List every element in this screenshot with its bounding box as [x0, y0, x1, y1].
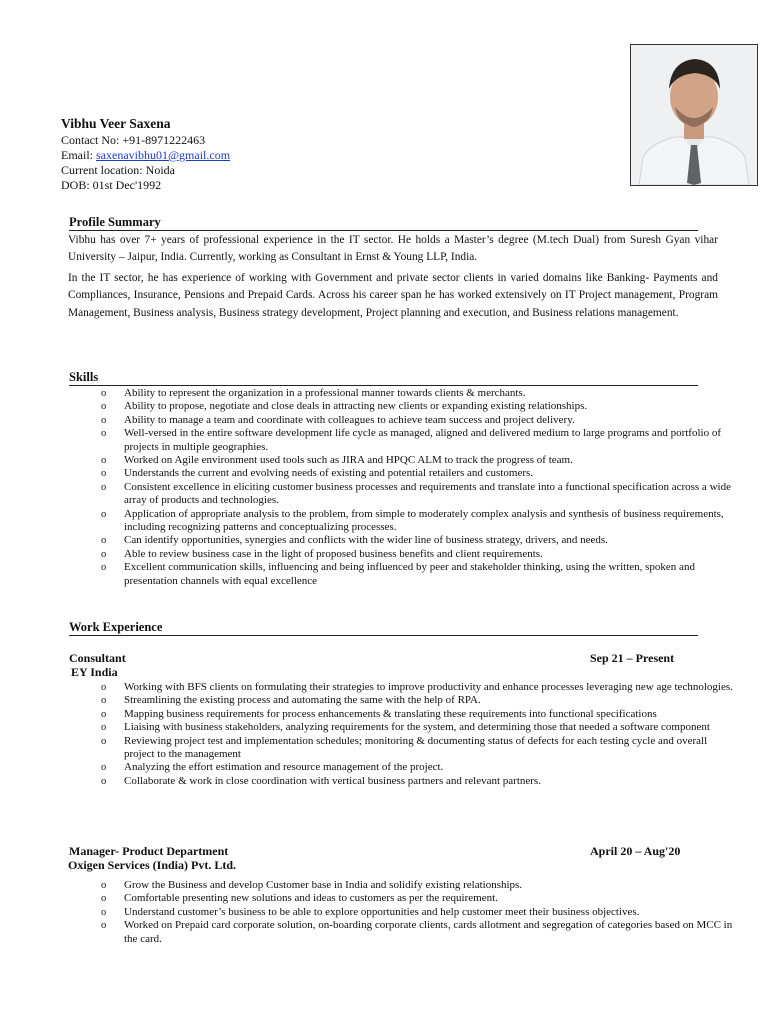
list-item: o Working with BFS clients on formulating their strategies to improve productivity and enhance processes leveraging new age technologies.	[101, 681, 733, 693]
list-item: o Well-versed in the entire software development life cycle as managed, aligned and delivered medium to large programs and portfolio of projects in multiple geographies.	[101, 427, 721, 453]
list-item: o Excellent communication skills, influencing and being influenced by peer and stakeholder thinking, using the written, spoken and presentation channels with equal excellence	[101, 561, 695, 587]
profile-paragraph-2: In the IT sector, he has experience of working with Government and private sector clients in varied domains like Banking- Payments and Compliances, Insurance, Pensions and Prepaid Cards. Across his career span he has worked extensively on IT Project management, Program Management, Business analysis, Business strategy development, Project planning and execution, and Business relations management.	[68, 272, 718, 319]
list-item: o Ability to manage a team and coordinate with colleagues to achieve team success and project delivery.	[101, 413, 575, 426]
list-item: o Streamlining the existing process and automating the same with the help of RPA.	[101, 694, 481, 707]
contact-line	[61, 133, 205, 148]
portrait-image	[631, 45, 757, 185]
bullet-icon: o	[101, 548, 107, 560]
bullet-icon: o	[101, 893, 107, 905]
email-label: Email:	[61, 148, 96, 162]
job-dates: Sep 21 – Present	[590, 651, 675, 665]
list-item: o Collaborate & work in close coordination with vertical business partners and relevant partners.	[101, 774, 541, 787]
list-item: o Worked on Prepaid card corporate solution, on-boarding corporate clients, cards allotment and segregation of categories based on MCC in the card.	[101, 919, 733, 945]
candidate-name: Vibhu Veer Saxena	[61, 116, 171, 131]
job-company: EY India	[71, 665, 118, 679]
bullet-icon: o	[101, 880, 107, 891]
email-line	[61, 148, 230, 163]
bullet-icon: o	[101, 401, 107, 413]
list-item: o Able to review business case in the light of proposed business benefits and client requirements.	[101, 547, 543, 560]
bullet-icon: o	[101, 920, 107, 932]
profile-photo	[630, 44, 758, 186]
dob-line: DOB: 01st Dec'1992	[61, 178, 162, 192]
list-item: o Understands the current and evolving needs of existing and potential retailers and customers.	[101, 467, 534, 480]
list-item: o Grow the Business and develop Customer base in India and solidify existing relationships.	[101, 879, 523, 891]
list-item: o Ability to represent the organization in a professional manner towards clients & merchants.	[101, 387, 526, 399]
contact-number: +91-8971222463	[122, 133, 206, 147]
bullet-icon: o	[101, 428, 107, 440]
contact-label: Contact No:	[61, 133, 123, 147]
bullet-icon: o	[101, 468, 107, 480]
profile-summary-heading: Profile Summary	[69, 215, 698, 231]
bullet-icon: o	[101, 735, 107, 747]
bullet-icon: o	[101, 906, 107, 918]
bullet-icon: o	[101, 762, 107, 774]
bullet-icon: o	[101, 682, 107, 693]
job-responsibilities	[68, 879, 738, 946]
job-responsibilities	[68, 681, 738, 788]
bullet-icon: o	[101, 508, 107, 520]
list-item: o Understand customer’s business to be able to explore opportunities and help customer meet their business objectives.	[101, 905, 640, 918]
bullet-icon: o	[101, 388, 107, 399]
job-role: Consultant	[69, 651, 126, 665]
list-item: o Worked on Agile environment used tools such as JIRA and HPQC ALM to track the progress of team.	[101, 454, 573, 467]
location-line	[61, 163, 175, 178]
bullet-icon: o	[101, 562, 107, 574]
list-item: o Consistent excellence in eliciting customer business processes and requirements and translate into a functional specification across a wide array of products and technologies.	[101, 480, 731, 507]
location-label: Current location:	[61, 163, 146, 177]
job-dates: April 20 – Aug'20	[590, 844, 681, 858]
list-item: o Liaising with business stakeholders, analyzing requirements for the system, and determining those that needed a software component	[101, 721, 710, 734]
bullet-icon: o	[101, 535, 107, 547]
job-company: Oxigen Services (India) Pvt. Ltd.	[68, 858, 236, 872]
bullet-icon: o	[101, 708, 107, 720]
skills-heading: Skills	[69, 370, 698, 386]
list-item: o Can identify opportunities, synergies and conflicts with the wider line of business strategy, drivers, and needs.	[101, 534, 608, 547]
bullet-icon: o	[101, 481, 107, 493]
list-item: o Mapping business requirements for process enhancements & translating these requirements into functional specifications	[101, 707, 657, 720]
bullet-icon: o	[101, 455, 107, 467]
bullet-icon: o	[101, 695, 107, 707]
list-item: o Analyzing the effort estimation and resource management of the project.	[101, 761, 444, 774]
bullet-icon: o	[101, 414, 107, 426]
bullet-icon: o	[101, 775, 107, 787]
job-role: Manager- Product Department	[69, 844, 229, 858]
location-value: Noida	[145, 163, 175, 177]
list-item: o Ability to propose, negotiate and close deals in attracting new clients or expanding existing relationships.	[101, 400, 588, 413]
skills-list	[68, 387, 738, 588]
email-link[interactable]: saxenavibhu01@gmail.com	[96, 148, 231, 162]
bullet-icon: o	[101, 722, 107, 734]
profile-paragraph-1: Vibhu has over 7+ years of professional experience in the IT sector. He holds a Master’s degree (M.tech Dual) from Suresh Gyan vihar University – Jaipur, India. Currently, working as Consultant in Ernst & Young LLP, India.	[68, 234, 718, 264]
list-item: o Reviewing project test and implementation schedules; monitoring & documenting status of defects for each testing cycle and overall project to the management	[101, 734, 708, 761]
work-experience-heading: Work Experience	[69, 620, 698, 636]
list-item: o Comfortable presenting new solutions and ideas to customers as per the requirement.	[101, 892, 498, 905]
list-item: o Application of appropriate analysis to the problem, from simple to moderately complex analysis and synthesis of business requirements, including recognizing patterns and conceptualizing processes.	[101, 507, 724, 534]
